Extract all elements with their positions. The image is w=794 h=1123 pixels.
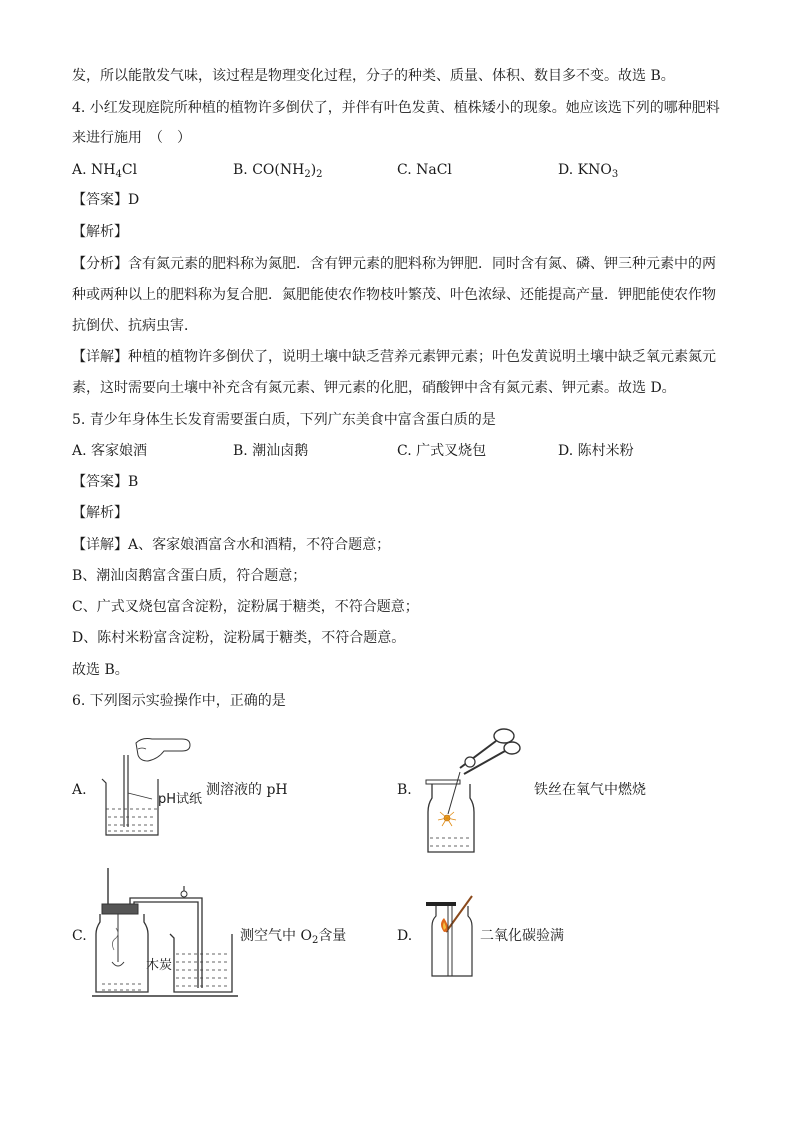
question-4-stem-line-2: 来进行施用 （ ） — [72, 130, 191, 146]
question-4-stem-line-1: 4. 小红发现庭院所种植的植物许多倒伏了，并伴有叶色发黄、植株矮小的现象。她应该选下列的哪种肥料 — [72, 100, 720, 116]
q5-option-c: C. 广式叉烧包 — [397, 443, 487, 459]
iron-wire-burning-illustration — [418, 722, 530, 854]
q4-option-a: A. $NH_4Cl$ — [72, 162, 138, 180]
q5-option-a: A. 客家娘酒 — [72, 443, 148, 459]
q4-analysis-line-1: 【分析】含有氮元素的肥料称为氮肥．含有钾元素的肥料称为钾肥．同时含有氮、磷、钾三种元素中的两 — [72, 256, 716, 272]
q4-analysis-line-3: 抗倒伏、抗病虫害． — [72, 318, 198, 334]
q5-option-b: B. 潮汕卤鹅 — [233, 443, 309, 459]
q4-option-b: B. $CO(NH_2)_2$ — [233, 162, 323, 180]
q5-detail-line-3: C、广式叉烧包富含淀粉，淀粉属于糖类，不符合题意； — [72, 599, 419, 615]
q6-option-b-caption: 铁丝在氧气中燃烧 — [534, 782, 646, 798]
q6-option-c-caption: 测空气中 $O_2$含量 — [240, 928, 347, 946]
q5-detail-line-4: D、陈村米粉富含淀粉，淀粉属于糖类，不符合题意。 — [72, 630, 406, 646]
q5-answer: 【答案】B — [72, 474, 139, 490]
q5-detail-line-2: B、潮汕卤鹅富含蛋白质，符合题意； — [72, 568, 307, 584]
charcoal-label: 木炭 — [146, 958, 173, 973]
question-5-stem: 5. 青少年身体生长发育需要蛋白质，下列广东美食中富含蛋白质的是 — [72, 412, 496, 428]
q5-jiexi-heading: 【解析】 — [72, 505, 128, 521]
q5-detail-line-1: 【详解】A、客家娘酒富含水和酒精，不符合题意； — [72, 537, 391, 553]
q4-jiexi-heading: 【解析】 — [72, 224, 128, 240]
q4-analysis-line-2: 种或两种以上的肥料称为复合肥．氮肥能使农作物枝叶繁茂、叶色浓绿、还能提高产量．钾肥能使农作物 — [72, 287, 716, 303]
question-6-stem: 6. 下列图示实验操作中，正确的是 — [72, 693, 286, 709]
q6-option-a-letter: A. — [72, 782, 87, 798]
continuation-line: 发，所以能散发气味，该过程是物理变化过程，分子的种类、质量、体积、数目多不变。故选 B。 — [72, 68, 675, 84]
q6-option-c-letter: C. — [72, 928, 87, 944]
oxygen-content-apparatus-illustration — [92, 862, 240, 1002]
q4-option-d: D. $KNO_3$ — [558, 162, 619, 180]
q6-option-a-caption: 测溶液的 pH — [206, 782, 288, 798]
q4-answer: 【答案】D — [72, 192, 140, 208]
q5-option-d: D. 陈村米粉 — [558, 443, 634, 459]
q4-option-c: C. NaCl — [397, 162, 452, 178]
q4-detail-line-1: 【详解】种植的植物许多倒伏了，说明土壤中缺乏营养元素钾元素；叶色发黄说明土壤中缺乏氧元素氮元 — [72, 349, 716, 365]
q5-detail-line-5: 故选 B。 — [72, 662, 129, 678]
q6-option-d-letter: D. — [397, 928, 413, 944]
q4-detail-line-2: 素，这时需要向土壤中补充含有氮元素、钾元素的化肥，硝酸钾中含有氮元素、钾元素。故选 D。 — [72, 380, 676, 396]
ph-paper-label: pH试纸 — [158, 792, 203, 807]
q6-option-d-caption: 二氧化碳验满 — [480, 928, 564, 944]
q6-option-b-letter: B. — [397, 782, 412, 798]
co2-full-test-illustration — [424, 892, 480, 980]
